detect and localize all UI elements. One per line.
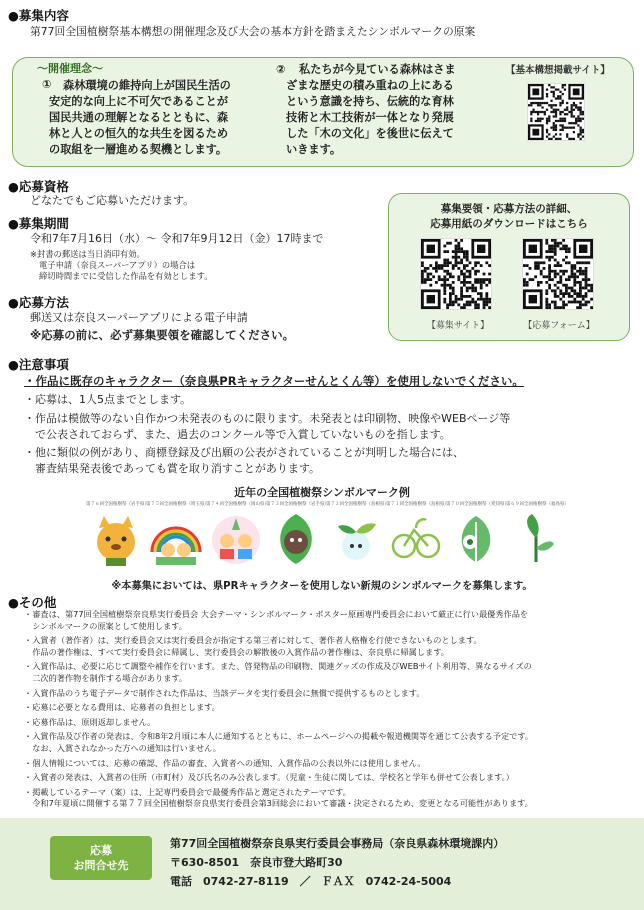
- example-caption: 第７５回全国植樹祭（埼玉県）: [146, 502, 209, 507]
- other-item: ・審査は、第77回全国植樹祭奈良県実行委員会 大会テーマ・シンボルマーク・ポスター原画専門委員会において厳正に行い最優秀作品を: [24, 609, 529, 619]
- other-item: ・入賞作品は、必要に応じて調整や補作を行います。また、啓発物品の印刷物、関連グッズの作成及びWEBサイト利用等、異なるサイズの: [24, 661, 532, 672]
- example-mark: [446, 502, 509, 570]
- other-item-cont: 作品の著作権は、すべて実行委員会に帰属し、実行委員会の解散後の入賞作品の著作権は、奈良県に帰属します。: [24, 646, 449, 657]
- contact-org: 第77回全国植樹祭奈良県実行委員会事務局（奈良県森林環境課内）: [170, 837, 505, 850]
- philosophy-item2-line: ざまな歴史の積み重ねの上にある: [286, 79, 454, 92]
- recruit-site-qr-code[interactable]: [420, 238, 492, 310]
- caution-item: ・作品に既存のキャラクター（奈良県PRキャラクターせんとくん等）を使用しないでください。: [24, 374, 524, 388]
- method-text: 郵送又は奈良スーパーアプリによる電子申請: [30, 311, 248, 324]
- contact-info: [170, 834, 504, 891]
- philosophy-item2-num: ②: [276, 63, 286, 76]
- caution-item: ・作品は模倣等のない自作かつ未発表のものに限ります。未発表とは印刷物、映像やWEBページ等: [24, 412, 511, 425]
- download-title-line: 募集要領・応募方法の詳細、: [440, 203, 578, 215]
- period-note: 締切時間までに受信した作品を有効とします。: [39, 271, 213, 281]
- examples-note: ※本募集においては、県PRキャラクターを使用しない新規のシンボルマークを募集します。: [111, 581, 533, 592]
- contact-button[interactable]: [50, 836, 152, 880]
- example-caption: 第６９回全国植樹祭（福島県）: [506, 502, 569, 507]
- other-item: ・入賞者の発表は、入賞者の住所（市町村）及び氏名のみ公表します。（児童・生徒に関しては、学校名と学年も併せて公表します。）: [24, 772, 514, 783]
- site-label: 【基本構想掲載サイト】: [506, 65, 610, 76]
- period-notes: [30, 249, 213, 282]
- method-heading: ●応募方法: [8, 295, 69, 310]
- other-item: ・応募作品は、原則返却しません。: [24, 716, 156, 727]
- period-note: 電子申請（奈良スーパーアプリ）の場合は: [39, 260, 196, 270]
- recruit-text: 第77回全国植樹祭基本構想の開催理念及び大会の基本方針を踏まえたシンボルマークの原案: [30, 25, 476, 38]
- other-item-cont: 二次的著作物を制作する場合があります。: [24, 672, 188, 683]
- philosophy-item2-line: いきます。: [286, 143, 342, 156]
- other-item: ・個人情報については、応募の確認、作品の審査、入賞者への通知、入賞作品の公表以外には使用しません。: [24, 757, 426, 768]
- example-caption: 第７１回全国植樹祭（島根県）: [386, 502, 449, 507]
- philosophy-item1: [49, 78, 231, 158]
- philosophy-item1-line: 森林環境の維持向上が国民生活の: [63, 79, 231, 92]
- philosophy-item2: [286, 62, 456, 158]
- other-item-cont: 令和7年夏頃に開催する第７７回全国植樹祭奈良県実行委員会第3回総会において審議・決定されるため、変更となる可能性があります。: [24, 798, 533, 809]
- example-mark: [86, 502, 149, 570]
- line-art-mark-icon: [386, 508, 446, 568]
- other-item-cont: なお、入賞されなかった方への通知は行いません。: [24, 742, 221, 753]
- example-mark: [266, 502, 329, 570]
- example-caption: 第７６回全国植樹祭（岩手県）: [86, 502, 149, 507]
- eligibility-heading: ●応募資格: [8, 179, 69, 194]
- other-item-cont: シンボルマークの原案として使用します。: [24, 620, 187, 631]
- other-item: ・入賞作品のうち電子データで制作された作品は、当該データを実行委員会に無償で提供するものとします。: [24, 687, 425, 698]
- philosophy-item2-line: した「木の文化」を後世に伝えて: [286, 127, 454, 140]
- examples-row: [86, 502, 569, 576]
- examples-title: 近年の全国植樹祭シンボルマーク例: [234, 486, 410, 499]
- caution-item-cont: 審査結果発表後であっても賞を取り消すことがあります。: [24, 462, 321, 475]
- example-caption: 第７３回全国植樹祭（岩手県）: [266, 502, 329, 507]
- recruit-heading: ●募集内容: [8, 8, 69, 23]
- period-heading: ●募集期間: [8, 216, 69, 231]
- site-qr-code[interactable]: [527, 83, 585, 141]
- method-warning: ※応募の前に、必ず募集要領を確認してください。: [30, 328, 295, 342]
- rainbow-mark-icon: [146, 508, 206, 568]
- period-note: ※封書の郵送は当日消印有効。: [30, 249, 145, 259]
- cautions-heading: ●注意事項: [8, 357, 69, 372]
- philosophy-title: ～開催理念～: [34, 60, 106, 76]
- philosophy-item1-line: 林と人との恒久的な共生を図るため: [49, 127, 229, 140]
- example-mark: [146, 502, 209, 570]
- other-item: ・応募に必要となる費用は、応募者の負担とします。: [24, 702, 220, 713]
- others-heading: ●その他: [8, 595, 57, 610]
- philosophy-item1-line: 安定的な向上に不可欠であることが: [49, 95, 229, 108]
- example-caption: 第７２回全国植樹祭（島根県）: [326, 502, 389, 507]
- caution-item-cont: で公表されておらず、また、過去のコンクール等で入賞していないものを指します。: [24, 428, 451, 441]
- others-list: [24, 609, 533, 810]
- mascot-mark-icon: [86, 508, 146, 568]
- example-caption: 第７０回全国植樹祭（愛知県）: [446, 502, 509, 507]
- qr2-label: 【応募フォーム】: [523, 321, 595, 331]
- period-text: 令和7年7月16日（水）～ 令和7年9月12日（金）17時まで: [30, 232, 324, 245]
- leaf-mark-icon: [446, 508, 506, 568]
- caution-item: ・応募は、1人5点までとします。: [24, 393, 192, 406]
- example-mark: [326, 502, 389, 570]
- sprout-mark-icon: [506, 508, 566, 568]
- philosophy-item2-line: 技術と木工技術が一体となり発展: [286, 111, 454, 124]
- sprout-character-mark-icon: [326, 508, 386, 568]
- other-item: ・掲載しているテーマ（案）は、上記専門委員会で最優秀作品と選定されたテーマです。: [24, 786, 351, 797]
- other-item: ・入賞作品及び作者の発表は、令和8年2月頃に本人に通知するとともに、ホームページへの掲載や報道機関等を通じて公表する予定です。: [24, 731, 534, 742]
- download-title: [390, 202, 628, 232]
- example-mark: [386, 502, 449, 570]
- contact-address: 〒630-8501 奈良市登大路町30: [170, 856, 343, 869]
- contact-button-label: お問合せ先: [73, 859, 129, 872]
- qr1-label: 【募集サイト】: [426, 321, 490, 331]
- other-item: ・入賞者（著作者）は、実行委員会又は実行委員会が指定する第三者に対して、著作者人格権を行使できないものとします。: [24, 635, 482, 646]
- philosophy-item2-line: という意識を持ち、伝統的な育林: [286, 95, 454, 108]
- children-mark-icon: [206, 508, 266, 568]
- example-caption: 第７４回全国植樹祭（岡山県）: [206, 502, 269, 507]
- tree-character-mark-icon: [266, 508, 326, 568]
- example-mark: [206, 502, 269, 570]
- philosophy-item1-line: の取組を一層進める契機とします。: [49, 143, 228, 156]
- download-title-line: 応募用紙のダウンロードはこちら: [430, 218, 588, 230]
- example-mark: [506, 502, 569, 570]
- contact-button-label: 応募: [90, 844, 112, 857]
- philosophy-item2-line: 私たちが今見ている森林はさま: [299, 63, 456, 76]
- application-form-qr-code[interactable]: [522, 238, 594, 310]
- eligibility-text: どなたでもご応募いただけます。: [30, 194, 195, 207]
- cautions-list: [24, 373, 524, 477]
- philosophy-item1-num: ①: [42, 78, 52, 91]
- contact-phone: 電話 0742-27-8119 ／ ＦＡＸ 0742-24-5004: [170, 875, 452, 888]
- philosophy-item1-line: 国民共通の理解となるとともに、森: [49, 111, 229, 124]
- caution-item: ・他に類似の例があり、商標登録及び出願の公表がされていることが判明した場合には、: [24, 446, 464, 459]
